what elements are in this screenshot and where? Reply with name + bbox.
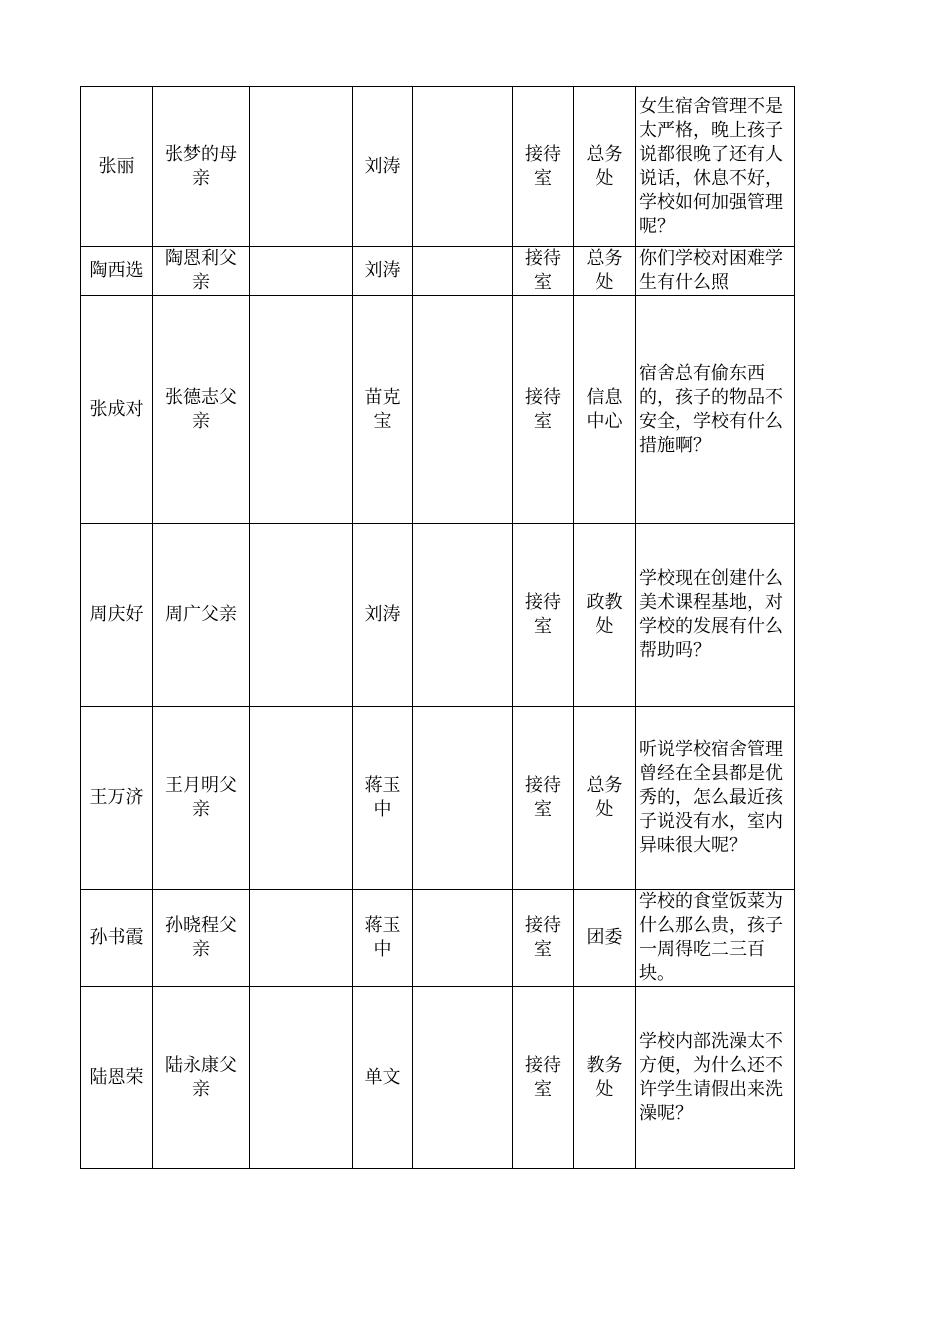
handler-cell: 单文 <box>353 987 413 1169</box>
blank-cell <box>250 296 353 524</box>
blank-cell <box>413 890 513 987</box>
blank-cell <box>250 524 353 707</box>
visit-record-table <box>80 86 795 1169</box>
blank-cell <box>250 247 353 296</box>
handler-cell: 刘涛 <box>353 247 413 296</box>
student-relation-cell: 王月明父亲 <box>153 707 250 890</box>
visitor-name-cell: 陆恩荣 <box>81 987 153 1169</box>
visitor-name-cell: 张成对 <box>81 296 153 524</box>
visitor-name-cell: 王万济 <box>81 707 153 890</box>
reception-place-cell: 接待室 <box>513 890 574 987</box>
visitor-name-cell: 周庆好 <box>81 524 153 707</box>
question-cell: 听说学校宿舍管理曾经在全县都是优秀的，怎么最近孩子说没有水，室内异味很大呢？ <box>636 707 795 890</box>
blank-cell <box>413 247 513 296</box>
table-row <box>81 707 795 890</box>
student-relation-cell: 孙晓程父亲 <box>153 890 250 987</box>
blank-cell <box>413 296 513 524</box>
department-cell: 总务处 <box>574 707 636 890</box>
table-row <box>81 524 795 707</box>
handler-cell: 刘涛 <box>353 524 413 707</box>
department-cell: 团委 <box>574 890 636 987</box>
student-relation-cell: 陆永康父亲 <box>153 987 250 1169</box>
student-relation-cell: 张梦的母亲 <box>153 87 250 247</box>
student-relation-cell: 张德志父亲 <box>153 296 250 524</box>
table-row <box>81 87 795 247</box>
table-row <box>81 987 795 1169</box>
reception-place-cell: 接待室 <box>513 524 574 707</box>
table-row <box>81 296 795 524</box>
department-cell: 教务处 <box>574 987 636 1169</box>
question-cell: 你们学校对困难学生有什么照 <box>636 247 795 296</box>
visitor-name-cell: 孙书霞 <box>81 890 153 987</box>
department-cell: 信息中心 <box>574 296 636 524</box>
department-cell: 政教处 <box>574 524 636 707</box>
handler-cell: 刘涛 <box>353 87 413 247</box>
blank-cell <box>413 707 513 890</box>
blank-cell <box>413 87 513 247</box>
reception-place-cell: 接待室 <box>513 247 574 296</box>
visitor-name-cell: 张丽 <box>81 87 153 247</box>
student-relation-cell: 陶恩利父亲 <box>153 247 250 296</box>
department-cell: 总务处 <box>574 247 636 296</box>
question-cell: 学校的食堂饭菜为什么那么贵，孩子一周得吃二三百块。 <box>636 890 795 987</box>
table-row <box>81 890 795 987</box>
handler-cell: 蒋玉中 <box>353 890 413 987</box>
handler-cell: 苗克宝 <box>353 296 413 524</box>
blank-cell <box>250 707 353 890</box>
blank-cell <box>413 524 513 707</box>
question-cell: 宿舍总有偷东西的，孩子的物品不安全，学校有什么措施啊？ <box>636 296 795 524</box>
student-relation-cell: 周广父亲 <box>153 524 250 707</box>
table-row <box>81 247 795 296</box>
reception-place-cell: 接待室 <box>513 707 574 890</box>
blank-cell <box>413 987 513 1169</box>
question-cell: 学校内部洗澡太不方便，为什么还不许学生请假出来洗澡呢？ <box>636 987 795 1169</box>
reception-place-cell: 接待室 <box>513 987 574 1169</box>
department-cell: 总务处 <box>574 87 636 247</box>
blank-cell <box>250 87 353 247</box>
visitor-name-cell: 陶西选 <box>81 247 153 296</box>
question-cell: 女生宿舍管理不是太严格，晚上孩子说都很晚了还有人说话，休息不好，学校如何加强管理呢？ <box>636 87 795 247</box>
question-cell: 学校现在创建什么美术课程基地，对学校的发展有什么帮助吗？ <box>636 524 795 707</box>
reception-place-cell: 接待室 <box>513 296 574 524</box>
reception-place-cell: 接待室 <box>513 87 574 247</box>
blank-cell <box>250 987 353 1169</box>
blank-cell <box>250 890 353 987</box>
handler-cell: 蒋玉中 <box>353 707 413 890</box>
